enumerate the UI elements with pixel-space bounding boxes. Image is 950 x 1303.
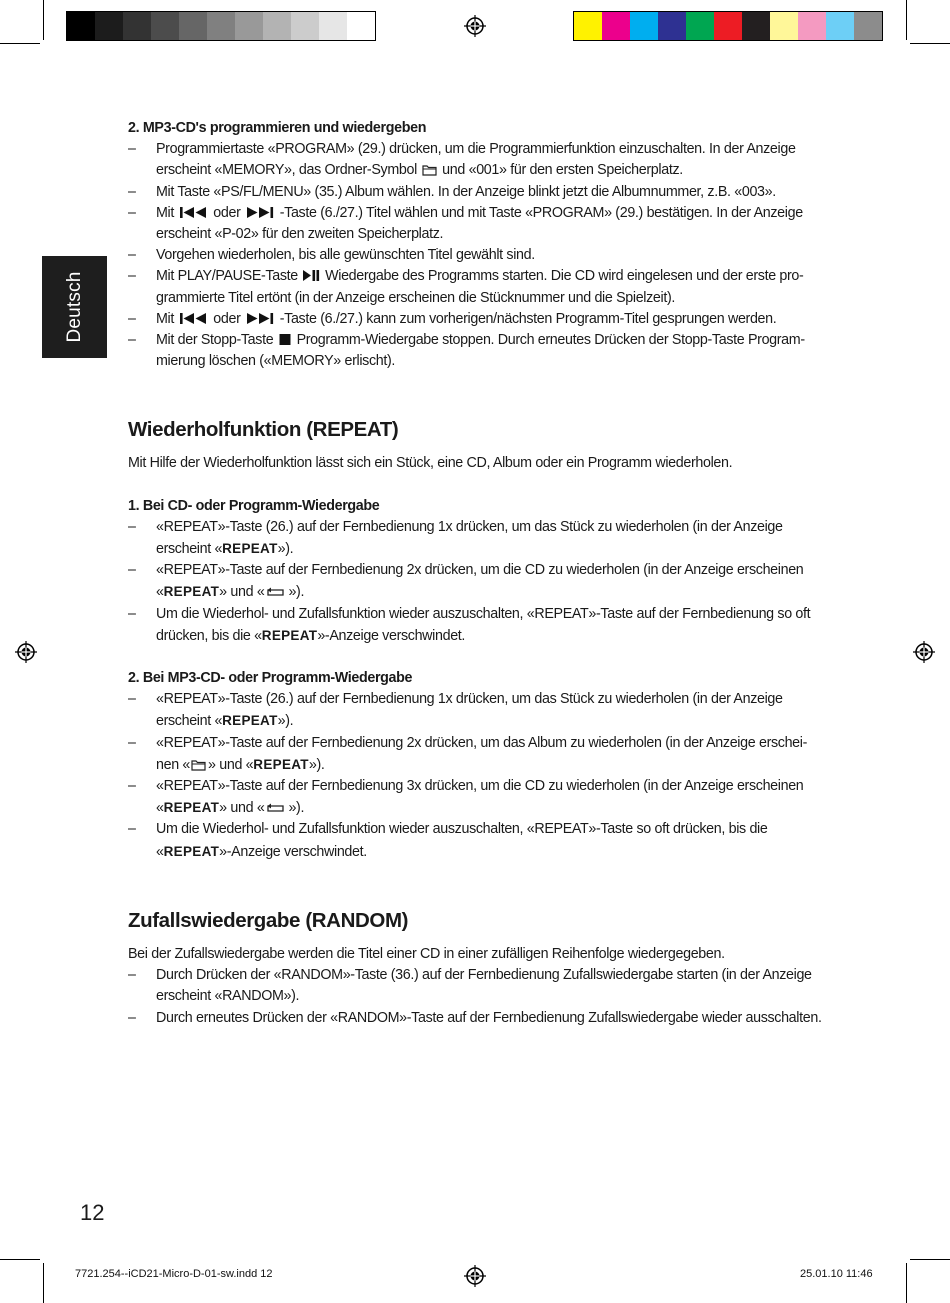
item-text: »).	[308, 756, 325, 773]
list-item	[128, 330, 858, 372]
color-swatch	[574, 12, 602, 40]
item-text: oder	[213, 310, 241, 327]
repeat-all-icon	[265, 803, 287, 814]
list-item	[128, 733, 858, 776]
skip-back-icon	[179, 206, 209, 219]
footer-file-info: 7721.254--iCD21-Micro-D-01-sw.indd 12	[75, 1268, 273, 1280]
item-text: «	[156, 800, 164, 817]
color-swatch	[714, 12, 742, 40]
repeat-all-icon	[265, 587, 287, 598]
item-text: erscheint «RANDOM»).	[156, 988, 300, 1005]
item-text: Durch erneutes Drücken der «RANDOM»-Taste auf der Fernbedienung Zufallswiedergabe wieder ausschalten.	[156, 1009, 822, 1026]
item-text: Mit	[156, 310, 175, 327]
color-swatch	[347, 12, 375, 40]
color-swatch	[179, 12, 207, 40]
item-text: -Taste (6./27.) Titel wählen und mit Taste «PROGRAM» (29.) bestätigen. In der Anzeige	[279, 204, 803, 221]
list-item	[128, 245, 858, 266]
item-text: und «001» für den ersten Speicherplatz.	[442, 162, 683, 179]
color-swatch	[742, 12, 770, 40]
footer-date: 25.01.10 11:46	[800, 1268, 873, 1280]
repeat-display-text: REPEAT	[222, 541, 278, 557]
crop-mark	[910, 43, 950, 44]
item-text: » und «	[208, 756, 254, 773]
item-text: drücken, bis die «	[156, 627, 262, 644]
item-text: »-Anzeige verschwindet.	[219, 843, 367, 860]
crop-mark	[0, 43, 40, 44]
random-steps	[128, 965, 858, 1029]
item-text: oder	[213, 204, 241, 221]
repeat-display-text: REPEAT	[261, 627, 318, 643]
stop-icon	[278, 333, 292, 346]
language-tab	[42, 256, 107, 358]
repeat-mp3-steps	[128, 689, 858, 863]
item-text: Mit Taste «PS/FL/MENU» (35.) Album wählen. In der Anzeige blinkt jetzt die Albumnummer, z.B. «003».	[156, 183, 776, 200]
page-content	[128, 118, 858, 1029]
list-item	[128, 965, 858, 1007]
item-text: Durch Drücken der «RANDOM»-Taste (36.) auf der Fernbedienung Zufallswiedergabe starten (in der Anzeige	[156, 967, 812, 984]
list-item	[128, 604, 858, 647]
mp3-program-steps	[128, 139, 858, 372]
repeat-section-title: Wiederholfunktion (REPEAT)	[128, 418, 399, 442]
random-section-title: Zufallswiedergabe (RANDOM)	[128, 908, 409, 932]
item-text: Mit der Stopp-Taste	[156, 332, 274, 349]
item-text: Mit	[156, 204, 175, 221]
item-text: »).	[277, 713, 294, 730]
skip-forward-icon	[245, 312, 275, 325]
color-swatch	[291, 12, 319, 40]
folder-icon	[422, 164, 438, 176]
color-swatch	[151, 12, 179, 40]
list-item	[128, 203, 858, 245]
item-text: erscheint «P-02» für den zweiten Speicherplatz.	[156, 226, 444, 243]
list-item	[128, 560, 858, 603]
repeat-display-text: REPEAT	[253, 756, 309, 772]
list-item	[128, 309, 858, 330]
item-text: »).	[288, 584, 305, 601]
item-text: Vorgehen wiederholen, bis alle gewünschten Titel gewählt sind.	[156, 247, 535, 264]
item-text: «REPEAT»-Taste (26.) auf der Fernbedienung 1x drücken, um das Stück zu wiederholen (in der Anzeige	[156, 691, 783, 708]
skip-forward-icon	[245, 206, 275, 219]
item-text: Um die Wiederhol- und Zufallsfunktion wieder auszuschalten, «REPEAT»-Taste auf der Fernbedienung so oft	[156, 605, 811, 622]
language-tab-label: Deutsch	[63, 271, 85, 343]
item-text: mierung löschen («MEMORY» erlischt).	[156, 353, 396, 370]
crop-mark	[43, 0, 44, 40]
item-text: grammierte Titel ertönt (in der Anzeige erscheinen die Stücknummer und die Spielzeit).	[156, 289, 676, 306]
item-text: Programmiertaste «PROGRAM» (29.) drücken, um die Programmierfunktion einzuschalten. In der Anzeige	[156, 141, 796, 158]
registration-mark-icon	[464, 15, 486, 37]
registration-mark-icon	[913, 641, 935, 663]
item-text: Mit PLAY/PAUSE-Taste	[156, 268, 298, 285]
item-text: «	[156, 584, 164, 601]
color-swatch	[770, 12, 798, 40]
color-swatch	[798, 12, 826, 40]
color-swatch	[602, 12, 630, 40]
repeat-display-text: REPEAT	[163, 584, 220, 600]
random-intro: Bei der Zufallswiedergabe werden die Titel einer CD in einer zufälligen Reihenfolge wiedergegeben.	[128, 945, 725, 962]
repeat-intro: Mit Hilfe der Wiederholfunktion lässt sich ein Stück, eine CD, Album oder ein Programm wiederholen.	[128, 455, 733, 472]
item-text: »-Anzeige verschwindet.	[317, 627, 466, 644]
crop-mark	[906, 0, 907, 40]
item-text: Programm-Wiedergabe stoppen. Durch erneutes Drücken der Stopp-Taste Program-	[296, 332, 805, 349]
item-text: » und «	[219, 800, 265, 817]
repeat-sub2-heading: 2. Bei MP3-CD- oder Programm-Wiedergabe	[128, 670, 413, 687]
crop-mark	[43, 1263, 44, 1303]
repeat-sub1-heading: 1. Bei CD- oder Programm-Wiedergabe	[128, 497, 380, 514]
crop-mark	[906, 1263, 907, 1303]
item-text: erscheint «	[156, 541, 223, 558]
color-swatch	[826, 12, 854, 40]
item-text: » und «	[219, 584, 265, 601]
color-swatch	[207, 12, 235, 40]
folder-icon	[191, 759, 207, 771]
list-item	[128, 689, 858, 732]
item-text: Wiedergabe des Programms starten. Die CD wird eingelesen und der erste pro-	[325, 268, 804, 285]
repeat-cd-steps	[128, 517, 858, 647]
list-item	[128, 517, 858, 560]
item-text: nen «	[156, 756, 191, 773]
item-text: «REPEAT»-Taste auf der Fernbedienung 2x drücken, um die CD zu wiederholen (in der Anzeige erscheinen	[156, 562, 804, 579]
play-pause-icon	[302, 269, 320, 282]
registration-mark-icon	[15, 641, 37, 663]
repeat-display-text: REPEAT	[163, 800, 220, 816]
list-item	[128, 182, 858, 203]
repeat-display-text: REPEAT	[222, 713, 278, 729]
skip-back-icon	[179, 312, 209, 325]
color-swatch	[319, 12, 347, 40]
item-text: Um die Wiederhol- und Zufallsfunktion wieder auszuschalten, «REPEAT»-Taste so oft drücken, bis die	[156, 821, 768, 838]
crop-mark	[910, 1259, 950, 1260]
process-color-bar	[573, 11, 883, 41]
item-text: erscheint «MEMORY», das Ordner-Symbol	[156, 162, 417, 179]
color-swatch	[630, 12, 658, 40]
item-text: «	[156, 843, 164, 860]
item-text: «REPEAT»-Taste (26.) auf der Fernbedienung 1x drücken, um das Stück zu wiederholen (in der Anzeige	[156, 518, 783, 535]
section-heading-mp3-program: 2. MP3-CD's programmieren und wiedergeben	[128, 120, 427, 136]
color-swatch	[123, 12, 151, 40]
list-item	[128, 1008, 858, 1029]
registration-mark-icon	[464, 1265, 486, 1287]
color-swatch	[686, 12, 714, 40]
item-text: «REPEAT»-Taste auf der Fernbedienung 2x drücken, um das Album zu wiederholen (in der Anzeige erschei-	[156, 734, 808, 751]
repeat-display-text: REPEAT	[163, 843, 220, 859]
color-swatch	[95, 12, 123, 40]
item-text: -Taste (6./27.) kann zum vorherigen/nächsten Programm-Titel gesprungen werden.	[279, 310, 777, 327]
list-item	[128, 819, 858, 862]
crop-mark	[0, 1259, 40, 1260]
color-swatch	[263, 12, 291, 40]
color-swatch	[67, 12, 95, 40]
item-text: »).	[277, 541, 294, 558]
item-text: erscheint «	[156, 713, 223, 730]
grayscale-color-bar	[66, 11, 376, 41]
page-number: 12	[80, 1200, 105, 1225]
item-text: »).	[288, 800, 305, 817]
color-swatch	[235, 12, 263, 40]
list-item	[128, 266, 858, 308]
color-swatch	[854, 12, 882, 40]
color-swatch	[658, 12, 686, 40]
item-text: «REPEAT»-Taste auf der Fernbedienung 3x drücken, um die CD zu wiederholen (in der Anzeige erscheinen	[156, 778, 804, 795]
list-item	[128, 139, 858, 181]
list-item	[128, 776, 858, 819]
